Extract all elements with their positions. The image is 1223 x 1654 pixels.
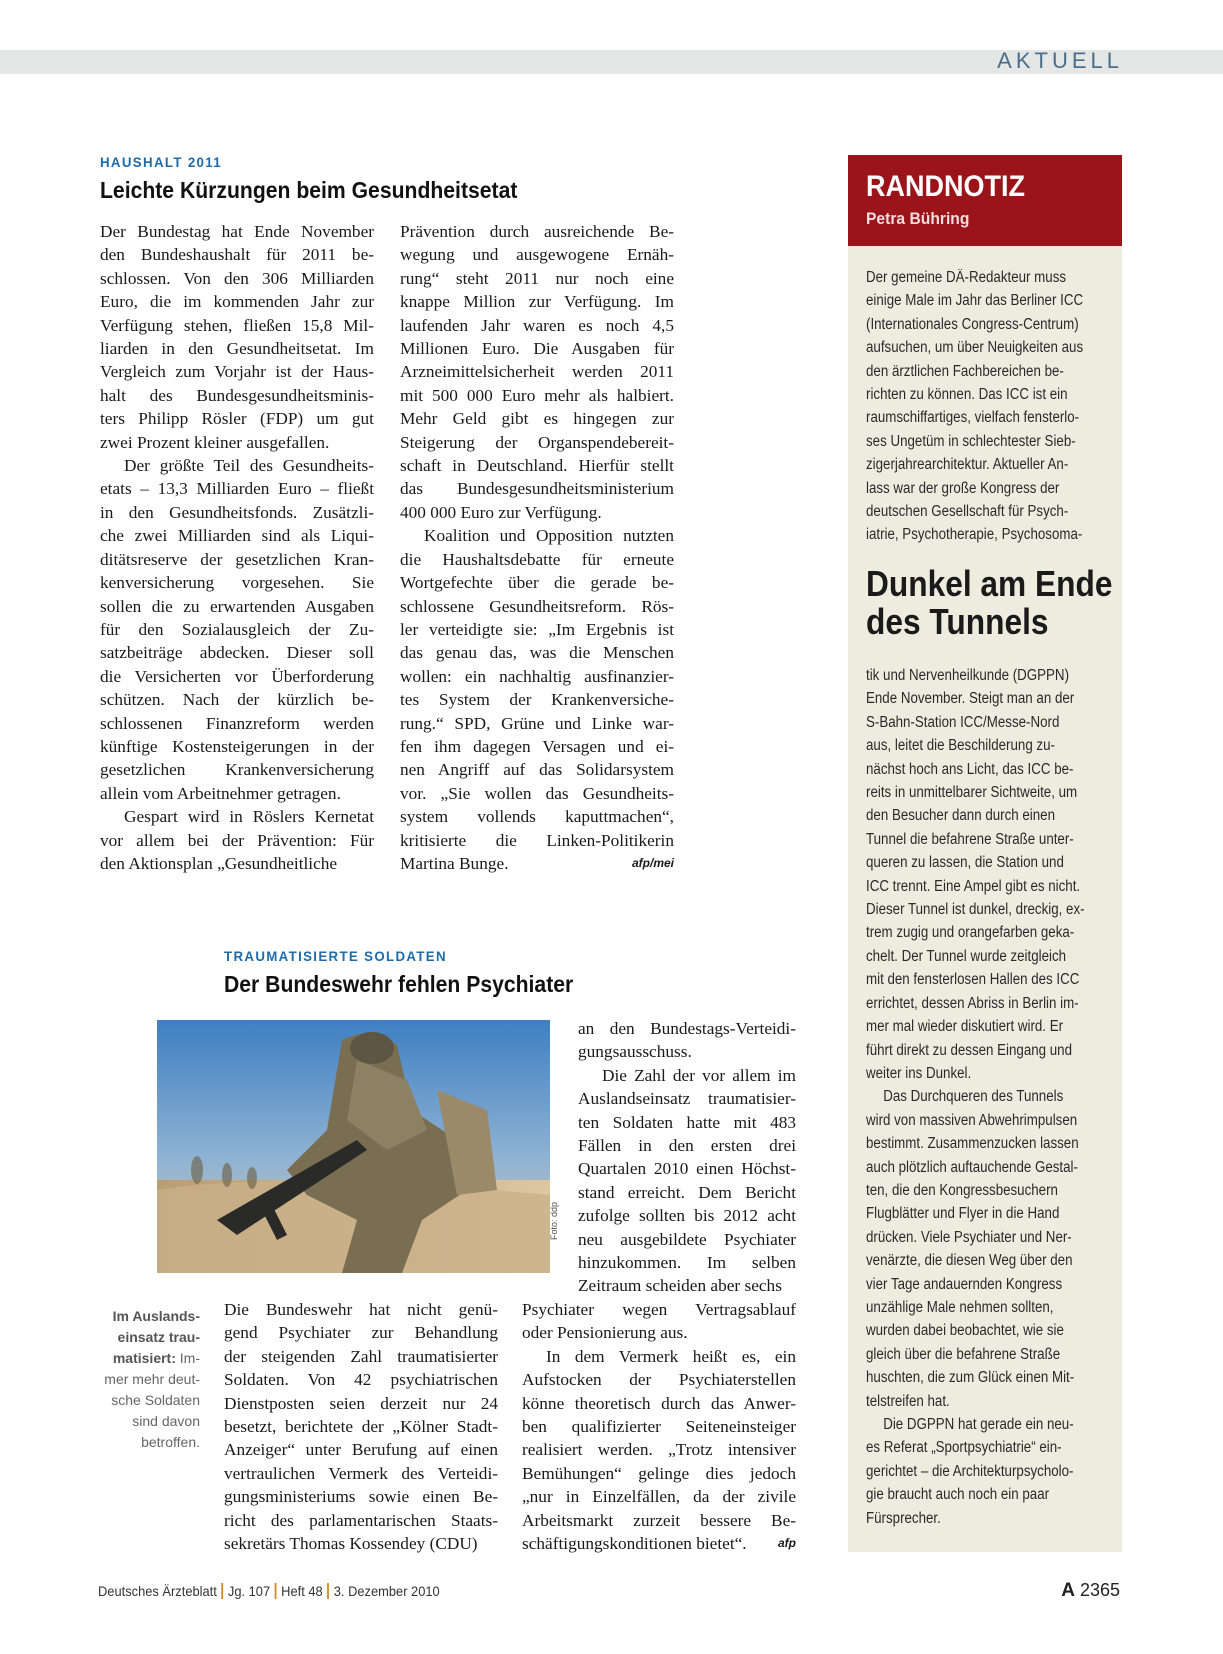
journal-name: Deutsches Ärzteblatt bbox=[98, 1583, 217, 1599]
text-line: stand erreicht. Dem Bericht bbox=[578, 1182, 796, 1202]
text-line: in den Gesundheitsfonds. Zusätzli- bbox=[100, 502, 374, 522]
paragraph bbox=[100, 805, 374, 875]
section-label: AKTUELL bbox=[997, 48, 1123, 73]
text-line: Zeitraum scheiden aber sechs bbox=[578, 1276, 782, 1296]
caption-text: sind davon bbox=[132, 1413, 200, 1429]
text-line: hinzukommen. Im selben bbox=[578, 1253, 796, 1273]
text-line: sekretärs Thomas Kossendey (CDU) bbox=[224, 1534, 478, 1554]
sidebar-text-line: queren zu lassen, die Station und bbox=[866, 854, 1064, 872]
sidebar-text-line: drücken. Viele Psychiater und Ner- bbox=[866, 1228, 1072, 1246]
sidebar-text-line: zigerjahrearchitektur. Aktueller An- bbox=[866, 456, 1069, 474]
text-line: laufenden Jahr waren es noch 4,5 bbox=[400, 315, 674, 335]
sidebar-text-line: reits in unmittelbarer Sichtweite, um bbox=[866, 784, 1078, 802]
text-line: allein vom Arbeitnehmer getragen. bbox=[100, 783, 341, 803]
text-line: an den Bundestags-Verteidi- bbox=[578, 1019, 796, 1038]
text-line: etats – 13,3 Milliarden Euro – fließt bbox=[100, 479, 374, 499]
text-line: Dienstposten seien derzeit nur 24 bbox=[224, 1393, 498, 1413]
text-line: tes System der Krankenversiche- bbox=[400, 690, 674, 710]
text-line: Martina Bunge. afp/mei bbox=[400, 852, 674, 875]
sidebar-text-line: (Internationales Congress-Centrum) bbox=[866, 315, 1079, 333]
sidebar-text-line: iatrie, Psychotherapie, Psychosoma- bbox=[866, 526, 1083, 544]
caption-bold-text: Im Auslands- bbox=[112, 1308, 200, 1324]
sidebar-text-line: aus, leitet die Beschilderung zu- bbox=[866, 737, 1055, 755]
text-line: gungsministeriums sowie einen Be- bbox=[224, 1487, 498, 1507]
text-line: Euro, die im kommenden Jahr zur bbox=[100, 292, 374, 312]
text-line: kritisierte die Linken-Politikerin bbox=[400, 830, 674, 850]
text-line: schaft in Deutschland. Hierfür stellt bbox=[400, 456, 674, 476]
sidebar-text-line: gleich über die befahrene Straße bbox=[866, 1345, 1061, 1363]
text-line: satzbeiträge abdecken. Dieser soll bbox=[100, 643, 374, 663]
text-line: ten Soldaten hatte mit 483 bbox=[578, 1112, 796, 1132]
text-line: rung.“ SPD, Grüne und Linke war- bbox=[400, 713, 674, 733]
text-line: zufolge sollten bis 2012 acht bbox=[578, 1206, 796, 1226]
text-line: Der größte Teil des Gesundheits- bbox=[124, 456, 374, 476]
caption-text: mer mehr deut- bbox=[104, 1371, 200, 1387]
text-line: system vollends kaputtmachen“, bbox=[400, 807, 674, 827]
text-line: knappe Million zur Verfügung. Im bbox=[400, 292, 674, 312]
text-line: Prävention durch ausreichende Be- bbox=[400, 222, 674, 241]
sidebar-text-line: Flugblätter und Flyer in die Hand bbox=[866, 1205, 1060, 1223]
text-line: schützen. Nach der kürzlich be- bbox=[100, 690, 374, 710]
text-line: das Bundesgesundheitsministerium bbox=[400, 479, 674, 499]
sidebar-author: Petra Bühring bbox=[866, 209, 970, 228]
footer-separator bbox=[221, 1583, 223, 1599]
caption-line bbox=[98, 1390, 200, 1411]
caption-line bbox=[98, 1369, 200, 1390]
text-line: fen ihm dagegen Versagen und ei- bbox=[400, 736, 674, 756]
text-line: richt des parlamentarischen Staats- bbox=[224, 1510, 498, 1530]
text-line: Der Bundestag hat Ende November bbox=[100, 222, 374, 241]
sidebar-text-line: mer mal wieder diskutiert wird. Er bbox=[866, 1018, 1064, 1036]
text-line: wegung und ausgewogene Ernäh- bbox=[400, 245, 674, 265]
text-line: könne theoretisch durch das Anwer- bbox=[522, 1393, 796, 1413]
text-line: ters Philipp Rösler (FDP) um gut bbox=[100, 409, 374, 429]
caption-text: sche Soldaten bbox=[111, 1392, 200, 1408]
article1-kicker: HAUSHALT 2011 bbox=[100, 154, 223, 170]
text-line: Auslandseinsatz traumatisier- bbox=[578, 1089, 796, 1109]
sidebar-text-line: ICC trennt. Eine Ampel gibt es nicht. bbox=[866, 877, 1081, 895]
volume: Jg. 107 bbox=[227, 1583, 271, 1599]
sidebar-text-line: lass war der große Kongress der bbox=[866, 479, 1060, 497]
sidebar-text-line: chelt. Der Tunnel wurde zeitgleich bbox=[866, 947, 1067, 965]
text-line: Koalition und Opposition nutzten bbox=[424, 526, 674, 546]
text-line: Quartalen 2010 einen Höchst- bbox=[578, 1159, 796, 1179]
text-line: halt des Bundesgesundheitsminis- bbox=[100, 385, 374, 405]
text-line: Anzeiger“ unter Berufung auf einen bbox=[224, 1440, 498, 1460]
text-line: neu ausgebildete Psychiater bbox=[578, 1229, 796, 1249]
sidebar-text-line: deutschen Gesellschaft für Psych- bbox=[866, 503, 1069, 521]
sidebar-text-line: telstreifen hat. bbox=[866, 1392, 950, 1410]
paragraph bbox=[578, 1064, 796, 1298]
text-line: Die Bundeswehr hat nicht genü- bbox=[224, 1300, 498, 1319]
sidebar-text-line: unzählige Male nehmen sollten, bbox=[866, 1298, 1054, 1316]
sidebar-label: RANDNOTIZ bbox=[866, 170, 1025, 203]
text-line: für den Sozialausgleich der Zu- bbox=[100, 619, 374, 639]
paragraph bbox=[400, 524, 674, 875]
sidebar-text-line: gie braucht auch noch ein paar bbox=[866, 1486, 1050, 1504]
sidebar-headline-line-2: des Tunnels bbox=[866, 601, 1049, 642]
sidebar-text-line: wurden dabei beobachtet, wie sie bbox=[866, 1322, 1064, 1340]
text-line: kenversicherung vorgesehen. Sie bbox=[100, 573, 374, 593]
caption-bold-text: einsatz trau- bbox=[117, 1329, 200, 1345]
article2-kicker: TRAUMATISIERTE SOLDATEN bbox=[224, 948, 447, 964]
text-line: Steigerung der Organspendebereit- bbox=[400, 432, 674, 452]
article2-column-right-top bbox=[578, 1017, 796, 1298]
caption-text: Im- bbox=[179, 1350, 200, 1366]
caption-line bbox=[98, 1306, 200, 1327]
text-line: sollen die zu erwartenden Ausgaben bbox=[100, 596, 374, 616]
sidebar-text-line: vier Tage andauernden Kongress bbox=[866, 1275, 1063, 1293]
text-line: nen Angriff auf das Solidarsystem bbox=[400, 760, 674, 780]
text-line: Mehr Geld gibt es hingegen zur bbox=[400, 409, 674, 429]
text-line: wollen: ein nachhaltig ausfinanzier- bbox=[400, 666, 674, 686]
photo-caption bbox=[98, 1306, 200, 1453]
sidebar-text-line: bestimmt. Zusammenzucken lassen bbox=[866, 1135, 1079, 1153]
text-line: schäftigungskonditionen bietet“. afp bbox=[522, 1532, 796, 1555]
text-line: Psychiater wegen Vertragsablauf bbox=[522, 1300, 796, 1319]
text-line: liarden in den Gesundheitsetat. Im bbox=[100, 339, 374, 359]
sidebar-text-line: den ärztlichen Fachbereichen be- bbox=[866, 362, 1064, 380]
paragraph bbox=[100, 454, 374, 805]
text-line: Gespart wird in Röslers Kernetat bbox=[124, 807, 374, 827]
paragraph bbox=[100, 220, 374, 454]
paragraph bbox=[578, 1017, 796, 1064]
sidebar-paragraph-1 bbox=[866, 266, 1111, 547]
text-line: besetzt, berichtete der „Kölner Stadt- bbox=[224, 1417, 498, 1437]
sidebar-text-line: errichtet, dessen Abriss in Berlin im- bbox=[866, 994, 1079, 1012]
article1-column-2 bbox=[400, 220, 674, 875]
text-line: Arzneimittelsicherheit werden 2011 bbox=[400, 362, 674, 382]
text-line: Soldaten. Von 42 psychiatrischen bbox=[224, 1370, 498, 1390]
sidebar-text-line: huschten, die zum Glück einen Mit- bbox=[866, 1369, 1075, 1387]
text-line: gungsausschuss. bbox=[578, 1042, 692, 1062]
issue: Heft 48 bbox=[281, 1583, 323, 1599]
text-line: Arbeitsmarkt zurzeit bessere Be- bbox=[522, 1510, 796, 1530]
sidebar-text-line: S-Bahn-Station ICC/Messe-Nord bbox=[866, 713, 1060, 731]
sidebar-text-line: Die DGPPN hat gerade ein neu- bbox=[883, 1416, 1074, 1433]
sidebar-text-line: trem zugig und orangefarben geka- bbox=[866, 924, 1075, 942]
article2-column-2 bbox=[522, 1298, 796, 1555]
text-line: künftige Kostensteigerungen in der bbox=[100, 736, 374, 756]
text-line: ben qualifizierter Seiteneinsteiger bbox=[522, 1417, 796, 1437]
sidebar-text-line: ses Ungetüm in schlechtester Sieb- bbox=[866, 432, 1076, 450]
text-line: rung“ steht 2011 nur noch eine bbox=[400, 268, 674, 288]
text-line: schlossenen Finanzreform werden bbox=[100, 713, 374, 733]
article2-column-1 bbox=[224, 1298, 498, 1555]
sidebar-text-line: Fürsprecher. bbox=[866, 1509, 941, 1527]
sidebar-text-line: mit den fensterlosen Hallen des ICC bbox=[866, 971, 1080, 989]
soldier-photo bbox=[157, 1020, 550, 1273]
text-line: mit 500 000 Euro mehr als halbiert. bbox=[400, 385, 674, 405]
text-line: das genau das, was die Menschen bbox=[400, 643, 674, 663]
text-line: che zwei Milliarden sind als Liqui- bbox=[100, 526, 374, 546]
page-number-value: 2365 bbox=[1079, 1580, 1120, 1600]
sidebar-headline-line-1: Dunkel am Ende bbox=[866, 563, 1113, 604]
article-credit: afp bbox=[778, 1536, 796, 1551]
sidebar-text-line: einige Male im Jahr das Berliner ICC bbox=[866, 292, 1084, 310]
sidebar-text-line: richten zu können. Das ICC ist ein bbox=[866, 386, 1068, 404]
text-line: Die Zahl der vor allem im bbox=[602, 1065, 796, 1085]
text-line: die Haushaltsdebatte für erneute bbox=[400, 549, 674, 569]
text-line: realisiert werden. „Trotz intensiver bbox=[522, 1440, 796, 1460]
sidebar-text-line: Dieser Tunnel ist dunkel, dreckig, ex- bbox=[866, 901, 1085, 919]
text-line: Vergleich zum Vorjahr ist der Haus- bbox=[100, 362, 374, 382]
sidebar-text-line: tik und Nervenheilkunde (DGPPN) bbox=[866, 667, 1070, 684]
text-line: vertraulichen Vermerk des Verteidi- bbox=[224, 1463, 498, 1483]
caption-line bbox=[98, 1411, 200, 1432]
sidebar-paragraph-2 bbox=[866, 664, 1111, 1530]
paragraph bbox=[400, 220, 674, 524]
text-line: „nur in Einzelfällen, da der zivile bbox=[522, 1487, 796, 1507]
footer bbox=[98, 1583, 440, 1599]
caption-line bbox=[98, 1327, 200, 1348]
text-line: zwei Prozent kleiner ausgefallen. bbox=[100, 432, 330, 452]
article1-title: Leichte Kürzungen beim Gesundheitsetat bbox=[100, 177, 518, 203]
footer-separator bbox=[327, 1583, 329, 1599]
text-line: oder Pensionierung aus. bbox=[522, 1323, 688, 1343]
text-line: die Versicherten vor Überforderung bbox=[100, 666, 374, 686]
text-line: vor. „Sie wollen das Gesundheits- bbox=[400, 783, 674, 803]
date: 3. Dezember 2010 bbox=[333, 1583, 440, 1599]
text-line: der steigenden Zahl traumatisierter bbox=[224, 1346, 498, 1366]
sidebar-text-line: wird von massiven Abwehrimpulsen bbox=[866, 1111, 1078, 1129]
sidebar-text-line: Der gemeine DÄ-Redakteur muss bbox=[866, 269, 1067, 286]
sidebar-text-line: auch plötzlich auftauchende Gestal- bbox=[866, 1158, 1078, 1176]
text-line: den Bundeshaushalt für 2011 be- bbox=[100, 245, 374, 265]
paragraph bbox=[522, 1345, 796, 1556]
text-line: Verfügung stehen, fließen 15,8 Mil- bbox=[100, 315, 374, 335]
text-line: Aufstocken der Psychiaterstellen bbox=[522, 1370, 796, 1390]
text-line: Wortgefechte über die gerade be- bbox=[400, 573, 674, 593]
sidebar-text-line: raumschiffartiges, vielfach fensterlo- bbox=[866, 409, 1080, 427]
text-line: ditätsreserve der gesetzlichen Kran- bbox=[100, 549, 374, 569]
text-line: den Aktionsplan „Gesundheitliche bbox=[100, 853, 338, 873]
text-line: vor allem bei der Prävention: Für bbox=[100, 830, 374, 850]
text-line: 400 000 Euro zur Verfügung. bbox=[400, 502, 602, 522]
sidebar-text-line: gerichtet – die Architekturpsycholo- bbox=[866, 1462, 1074, 1480]
article1-column-1 bbox=[100, 220, 374, 875]
caption-bold-text: matisiert: bbox=[112, 1350, 180, 1366]
caption-line bbox=[98, 1348, 200, 1369]
sidebar-headline bbox=[866, 565, 1112, 641]
sidebar-text-line: Ende November. Steigt man an der bbox=[866, 690, 1075, 708]
sidebar-text-line: nächst hoch ans Licht, das ICC be- bbox=[866, 760, 1074, 778]
sidebar-text-line: Das Durchqueren des Tunnels bbox=[883, 1088, 1064, 1106]
caption-text: betroffen. bbox=[141, 1434, 200, 1450]
sidebar-text-line: aufsuchen, um über Neuigkeiten aus bbox=[866, 339, 1084, 357]
footer-separator bbox=[275, 1583, 277, 1599]
text-line: Fällen in den ersten drei bbox=[578, 1136, 796, 1156]
page-prefix: A bbox=[1061, 1580, 1075, 1601]
page-number bbox=[1061, 1580, 1120, 1602]
text-line: gend Psychiater zur Behandlung bbox=[224, 1323, 498, 1343]
text-line: Bemühungen“ gelinge dies jedoch bbox=[522, 1463, 796, 1483]
sidebar-text-line: den Besucher dann durch einen bbox=[866, 807, 1055, 825]
article-credit: afp/mei bbox=[631, 855, 674, 870]
text-line: In dem Vermerk heißt es, ein bbox=[546, 1346, 796, 1366]
text-line: Millionen Euro. Die Ausgaben für bbox=[400, 339, 674, 359]
sidebar-text-line: es Referat „Sportpsychiatrie“ ein- bbox=[866, 1439, 1062, 1457]
paragraph bbox=[224, 1298, 498, 1555]
sidebar-text-line: führt direkt zu dessen Eingang und bbox=[866, 1041, 1073, 1059]
photo-credit: Foto: ddp bbox=[549, 1201, 559, 1240]
text-line: schlossene Gesundheitsreform. Rös- bbox=[400, 596, 674, 616]
sidebar-text-line: Tunnel die befahrene Straße unter- bbox=[866, 830, 1074, 848]
sidebar-text-line: ten, die den Kongressbesuchern bbox=[866, 1181, 1058, 1199]
text-line: schlossen. Von den 306 Milliarden bbox=[100, 268, 374, 288]
sidebar-text-line: venärzte, die diesen Weg über den bbox=[866, 1252, 1073, 1270]
paragraph bbox=[522, 1298, 796, 1345]
caption-line bbox=[98, 1432, 200, 1453]
sidebar-text-line: weiter ins Dunkel. bbox=[866, 1064, 972, 1082]
text-line: gesetzlichen Krankenversicherung bbox=[100, 760, 374, 780]
article2-title: Der Bundeswehr fehlen Psychiater bbox=[224, 971, 574, 997]
text-line: ler verteidigte sie: „Im Ergebnis ist bbox=[400, 619, 674, 639]
